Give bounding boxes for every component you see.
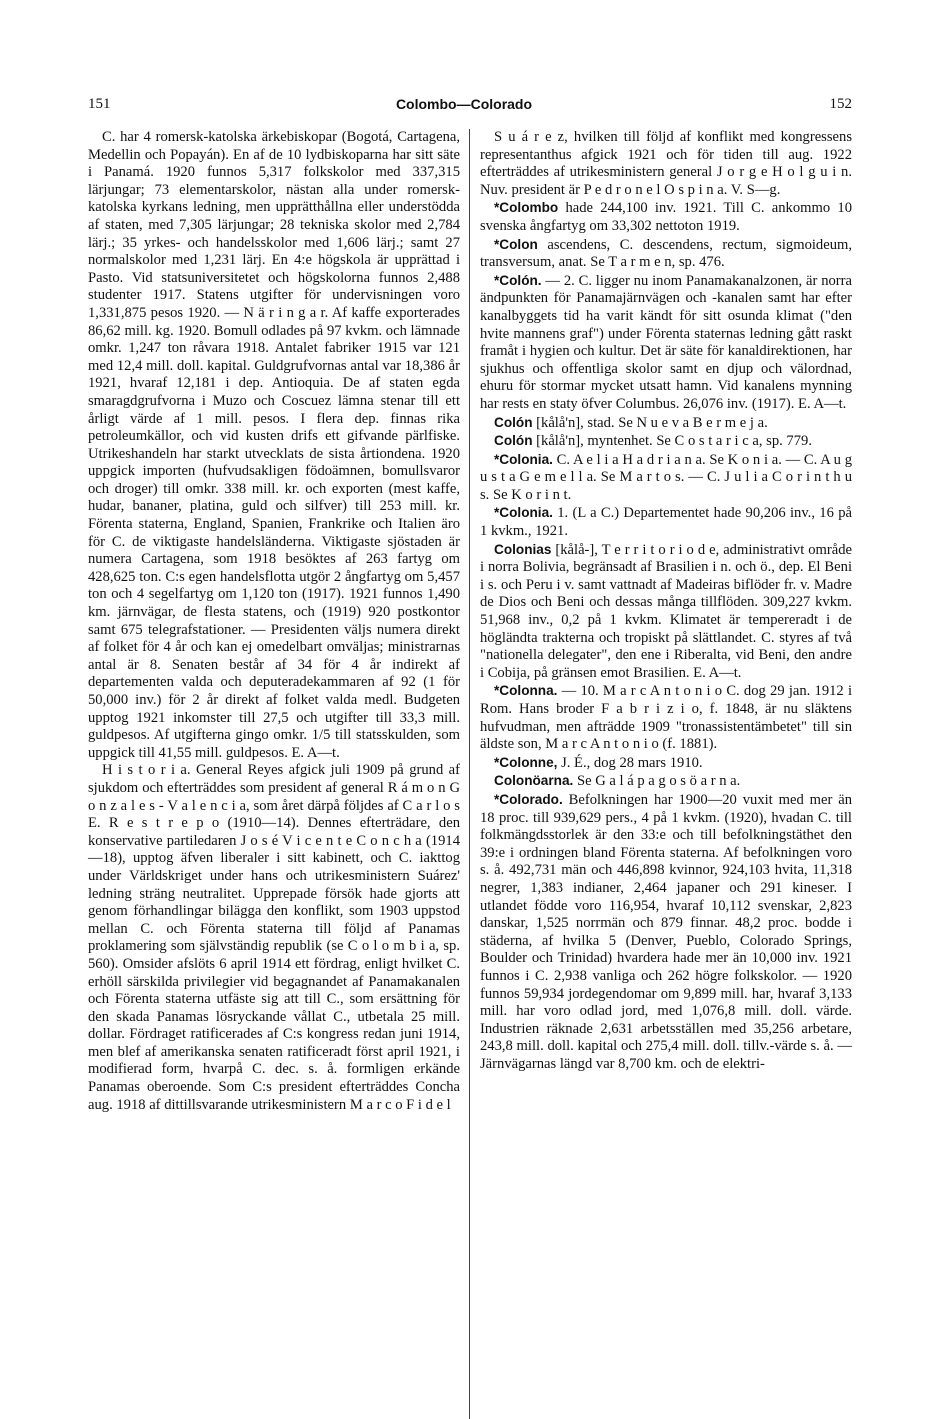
entry — [480, 451, 852, 505]
left-column — [88, 129, 460, 1114]
entry-text: [kålå-], T e r r i t o r i o d e, administrativt område i norra Bolivia, begränsadt af Brasilien i n. och ö., dep. El Beni i s. och Peru i v. samt vattnadt af Madeiras biflöder fr. v. Madre de Dios och Beni och dessas många tillflöden. 309,227 kvkm. 51,968 inv., 0,2 på 1 kvkm. Klimatet är tempereradt i de högländta trakterna och tropiskt på slättlandet. C. styres af två "nationella delegater", den ene i Riberalta, vid Beni, den andre i Cobija, på gränsen emot Brasilien. E. A—t. — [480, 541, 852, 681]
left-paragraph: C. har 4 romersk-katolska ärkebiskopar (Bogotá, Cartagena, Medellin och Popayán). En af de 10 lydbiskoparna har sitt säte i Panamá. 1920 funnos 5,317 folkskolor med 337,315 lärjungar; 73 elementarskolor, nästan alla under romersk-katolska kyrkans ledning, men upprätthållna eller understödda af staten, med 7,305 lärjungar; 28 tekniska skolor med 2,784 lärj.; 35 yrkes- och handelsskolor med 1,606 lärj.; samt 27 normalskolor med 1,231 lärj. En 4:e högskola är upprättad i Pasto. Vid statsuniversitetet och högskolorna funnos 2,488 studenter 1917. Statens utgifter för undervisningen voro 1,331,875 pesos 1920. — N ä r i n g a r. Af kaffe exporterades 86,62 mill. kg. 1920. Bomull odlades på 97 kvkm. och lämnade omkr. 1,247 ton råvara 1918. Antalet fabriker 1915 var 121 med 12,4 mill. doll. kapital. Guldgrufvornas antal var 18,386 år 1921, hvaraf 12,181 i dep. Antioquia. De af staten egda smaragdgrufvorna i Muzo och Coscuez lämna stenar till ett årligt värde af 1 mill. pesos. I flera dep. finnas rika petroleumkällor, och vid kusten drifs ett gifvande pärlfiske. Utrikeshandeln har starkt utvecklats de sista årtiondena. 1920 uppgick importen (hufvudsakligen födoämnen, bomullsvaror och droger) till omkr. 338 mill. kr. och exporten (mest kaffe, hudar, bananer, platina, guld och silfver) till 253 mill. kr. Förenta staterna, England, Spanien, Frankrike och Italien äro för C. de viktigaste handelsländerna. Viktigaste sjöstaden är numera Cartagena, som 1918 besöktes af 263 fartyg om 428,625 ton. C:s egen handelsflotta utgör 2 ångfartyg om 5,457 ton och 4 segelfartyg om 1,120 ton (1917). 1921 funnos 1,490 km. järnvägar, de flesta statens, och (1919) 920 postkontor samt 675 telegrafstationer. — Presidenten väljs numera direkt af folket för 4 år och kan ej omedelbart omväljas; ministrarnas antal är 8. Senaten består af 34 för 4 år indirekt af departementen valda och deputeradekammaren af 92 (1 för 50,000 inv.) för 2 år direkt af folket valda medl. Budgeten upptog 1921 inkomster till 27,5 och utgifter till 33,3 mill. guldpesos. Af utgifterna gingo omkr. 1/5 till statsskulden, som uppgick till 41,55 mill. guldpesos. E. A—t. — [88, 129, 460, 761]
entry-headword: Colón — [494, 433, 533, 449]
entry-text: C. A e l i a H a d r i a n a. Se K o n i a. — C. A u g u s t a G e m e l l a. Se M a r t o s. — C. J u l i a C o r i n t h u s. Se K o r i n t. — [480, 451, 852, 503]
entry-headword: *Colonia. — [494, 451, 553, 467]
entry-headword: *Colon — [494, 236, 538, 252]
entry-text: ascendens, C. descendens, rectum, sigmoideum, transversum, anat. Se T a r m e n, sp. 476. — [480, 236, 852, 271]
entry — [480, 791, 852, 1074]
entry-headword: Colón — [494, 414, 533, 430]
left-page-number: 151 — [88, 96, 111, 112]
entry-headword: *Colonna. — [494, 683, 558, 699]
entry — [480, 432, 852, 451]
right-column — [480, 129, 852, 1073]
entry-text: — 2. C. ligger nu inom Panamakanalzonen, är norra ändpunkten för Panamajärnvägen och -kanalen samt har efter kanalbyggets tid ha varit kändt för sitt osunda klimat ("den hvite mannens graf") under Förenta staternas ledning gått raskt framåt i hygien och kultur. Det är säte för kanaldirektionen, har sjukhus och offentliga skolor samt en djup och välordnad, ehuru för stormar mycket utsatt hamn. Vid kanalens mynning har rests en staty öfver Columbus. 26,076 inv. (1917). E. A—t. — [480, 272, 852, 412]
entry — [480, 129, 852, 199]
entry-headword: *Colón. — [494, 272, 542, 288]
left-paragraph: H i s t o r i a. General Reyes afgick juli 1909 på grund af sjukdom och efterträddes som president af general R á m o n G o n z a l e s - V a l e n c i a, som året därpå följdes af C a r l o s E. R e s t r e p o (1910—14). Dennes efterträdare, den konservative partiledaren J o s é V i c e n t e C o n c h a (1914—18), upptog äfven liberaler i sitt kabinett, och C. iakttog under Världskriget under hans och utrikesministern Suárez' ledning sträng neutralitet. Upprepade försök hade gjorts att genom förhandlingar bilägga den konflikt, som 1903 uppstod mellan C. och Förenta staterna till följd af Panamas proklamering som självständig republik (se C o l o m b i a, sp. 560). Omsider afslöts 6 april 1914 ett fördrag, enligt hvilket C. erhöll särskilda privilegier vid begagnandet af Panamakanalen och Förenta staterna utfäste sig att till C., som ersättning för den skada Panamas lösryckande vållat C., utbetala 25 mill. dollar. Fördraget ratificerades af C:s kongress redan juni 1914, men blef af amerikanska senaten ratificeradt först april 1921, i modifierad form, hvarpå C. dec. s. å. formligen erkände Panamas oberoende. Som C:s president efterträddes Concha aug. 1918 af dittillsvarande utrikesministern M a r c o F i d e l — [88, 762, 460, 1113]
entry-text: [kålå'n], stad. Se N u e v a B e r m e j a. — [532, 414, 768, 431]
entry-text: 1. (L a C.) Departementet hade 90,206 inv., 16 på 1 kvkm., 1921. — [480, 505, 852, 540]
entry-text: J. É., dog 28 mars 1910. — [557, 754, 703, 771]
entry-text: — 10. M a r c A n t o n i o C. dog 29 jan. 1912 i Rom. Hans broder F a b r i z i o, f. 1848, är nu släktens hufvudman, men afträdde 1909 "tronassistentämbetet" till sin äldste son, M a r c A n t o n i o (f. 1881). — [480, 683, 852, 753]
entry — [480, 236, 852, 272]
entry-text: S u á r e z, hvilken till följd af konflikt med kongressens representanthus afgick 1921 och för tiden till aug. 1922 efterträddes af utrikesministern general J o r g e H o l g u i n. Nuv. president är P e d r o n e l O s p i n a. V. S—g. — [480, 129, 852, 198]
entry — [480, 541, 852, 683]
entry-headword: *Colorado. — [494, 791, 563, 807]
entry — [480, 414, 852, 433]
entry — [480, 199, 852, 235]
entry — [480, 754, 852, 773]
entry-text: Befolkningen har 1900—20 vuxit med mer än 18 proc. till 939,629 pers., 4 på 1 kvkm. (1920), hvadan C. till folkmängdsstorlek är den 33:e och till befolkningstäthet den 39:e i ordningen bland Förenta staterna. Af befolkningen voro s. å. 492,731 män och 446,898 kvinnor, 924,103 hvita, 11,318 negrer, 1,383 indianer, 2,464 japaner och 291 kineser. I utlandet födde voro 116,954, hvaraf 10,112 svenskar, 2,823 danskar, 1,525 norrmän och 879 finnar. 48,2 proc. bodde i städerna, af hvilka 5 (Denver, Pueblo, Colorado Springs, Boulder och Trinidad) hvardera hade mer än 10,000 inv. 1921 funnos i C. 2,938 vanliga och 262 högre folkskolor. — 1920 funnos 59,934 jordegendomar om 9,899 mill. har, hvaraf 3,133 mill. har voro odlad jord, med 1,076,8 mill. doll. värde. Industrien räknade 2,631 arbetsställen med 35,256 arbetare, 243,8 mill. doll. kapital och 275,4 mill. doll. tillv.-värde s. å. — Järnvägarnas längd var 8,700 km. och de elektri- — [480, 791, 852, 1072]
page-title: Colombo—Colorado — [395, 96, 533, 112]
entry-headword: *Colonia. — [494, 505, 553, 521]
entry-text: [kålå'n], myntenhet. Se C o s t a r i c a, sp. 779. — [532, 433, 812, 450]
entry-headword: Colonias — [494, 541, 552, 557]
entry-headword: Colonöarna. — [494, 773, 574, 789]
entry-headword: *Colombo — [494, 200, 559, 216]
entry — [480, 772, 852, 791]
entry-text: hade 244,100 inv. 1921. Till C. ankommo 10 svenska ångfartyg om 33,302 nettoton 1919. — [480, 200, 852, 234]
entry-text: Se G a l á p a g o s ö a r n a. — [573, 773, 741, 790]
column-divider — [469, 129, 470, 1419]
entry — [480, 682, 852, 753]
entry-headword: *Colonne, — [494, 754, 558, 770]
entry — [480, 272, 852, 414]
right-page-number: 152 — [829, 96, 852, 112]
entry — [480, 504, 852, 540]
